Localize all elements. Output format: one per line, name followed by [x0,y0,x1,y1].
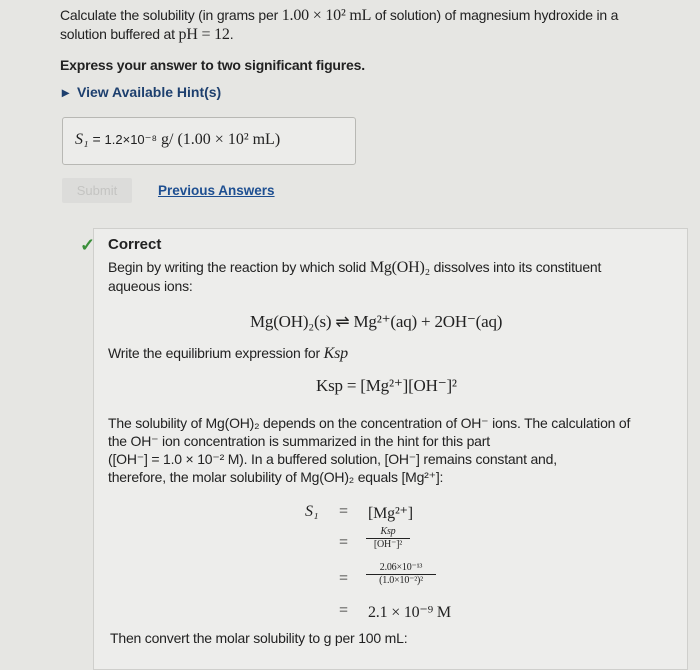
numerator: 2.06×10⁻¹³ [366,562,436,575]
text-line: therefore, the molar solubility of Mg(OH)₂ equals [Mg²⁺]: [108,469,444,485]
calc-step2-frac [366,526,410,551]
answer-eq: = [88,131,105,147]
feedback-p1 [108,258,601,295]
feedback-p2 [108,344,348,363]
answer-value[interactable]: 1.2×10⁻⁸ [104,132,158,147]
instruction: Express your answer to two significant figures. [60,57,365,73]
calc-eq: = [339,602,349,619]
calc-step3-frac [366,562,436,587]
calc-result: 2.1 × 10⁻⁹ M [368,604,451,621]
feedback-p4: Then convert the molar solubility to g per 100 mL: [110,630,408,646]
previous-answers-link[interactable]: Previous Answers [158,183,275,198]
calc-eq: = [339,534,349,551]
q-math: 1.00 × 10² mL [281,7,372,24]
calc-eq: = [339,570,349,587]
hint-label: View Available Hint(s) [77,84,222,100]
caret-right-icon: ▸ [62,84,70,100]
answer-var: S₁ [75,131,89,148]
q-text: solution buffered at [60,26,179,42]
text: aqueous ions: [108,278,193,294]
numerator: Ksp [366,526,410,539]
check-icon: ✓ [80,235,96,255]
question-text [60,6,618,74]
text-line: ([OH⁻] = 1.0 × 10⁻² M). In a buffered solution, [OH⁻] remains constant and, [108,451,557,467]
view-hints-toggle[interactable] [62,84,221,101]
q-text: . [229,26,234,42]
answer-field[interactable] [62,117,356,165]
feedback-status: Correct [108,236,162,253]
math: Mg(OH)₂ [369,259,430,276]
answer-unit: g/ (1.00 × 10² mL) [157,131,281,148]
calc-step1: [Mg²⁺] [368,505,413,522]
submit-button[interactable]: Submit [62,178,132,203]
q-math: pH = 12 [178,26,230,43]
q-text: of solution) of magnesium hydroxide in a [371,7,619,23]
text: dissolves into its constituent [429,259,602,275]
ksp-expression: Ksp = [Mg²⁺][OH⁻]² [316,376,457,395]
denominator: [OH⁻]² [373,539,403,550]
text-line: The solubility of Mg(OH)₂ depends on the concentration of OH⁻ ions. The calculation of [108,415,631,431]
text: Begin by writing the reaction by which solid [108,259,370,275]
feedback-p3 [108,414,630,486]
text: Write the equilibrium expression for [108,345,324,361]
math: Ksp [323,345,348,362]
denominator: (1.0×10⁻²)² [379,575,423,586]
q-text: Calculate the solubility (in grams per [60,7,282,23]
reaction-equation: Mg(OH)₂(s) ⇌ Mg²⁺(aq) + 2OH⁻(aq) [250,312,503,331]
calc-lhs: S₁ [305,503,319,520]
text-line: the OH⁻ ion concentration is summarized in the hint for this part [108,433,490,449]
calc-eq: = [339,503,349,520]
